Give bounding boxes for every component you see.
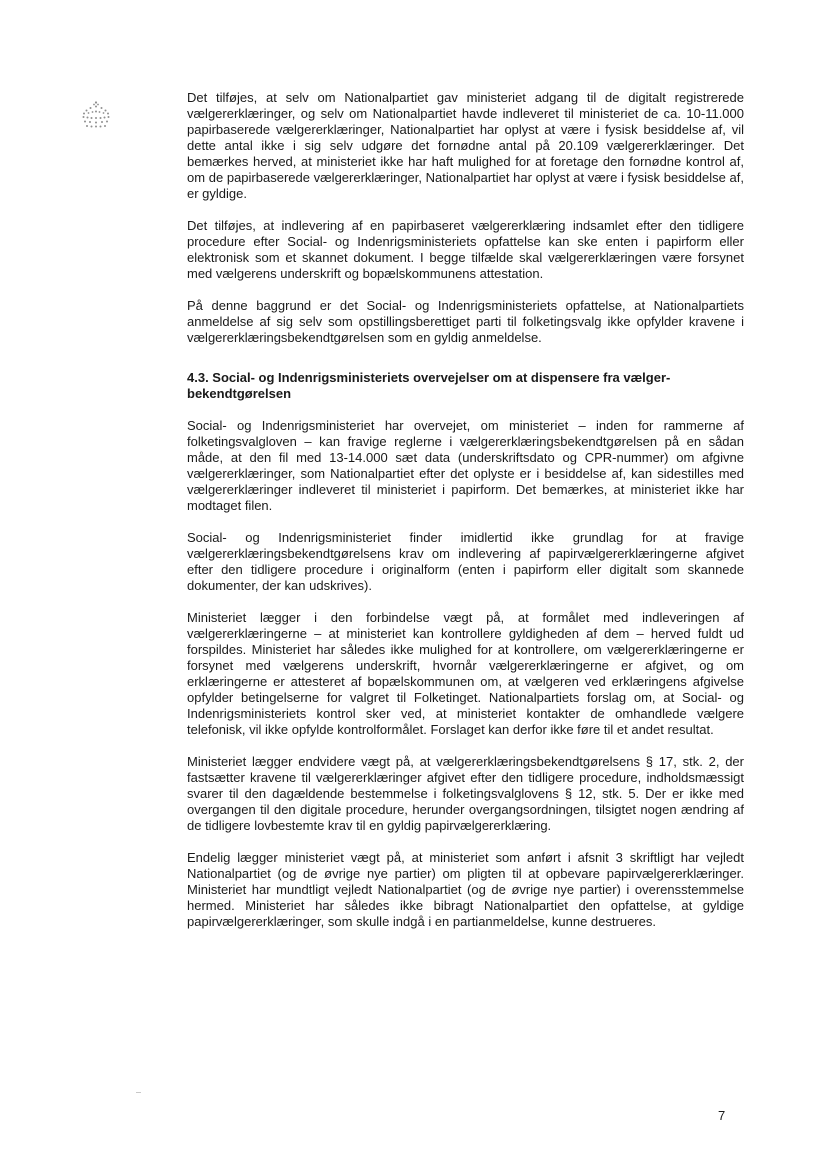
paragraph: Social- og Indenrigsministeriet har overvejet, om ministeriet – inden for rammerne af folketingsvalgloven – kan fravige reglerne i vælgererklæringsbekendtgørelsen på en sådan måde, at den fil med 13-14.000 sæt data (underskriftsdato og CPR-nummer) om afgivne vælgererklæringer, som Nationalpartiet efter det oplyste er i besiddelse af, kan sidestilles med vælgererklæringer indleveret til ministeriet i papirform. Det bemærkes, at ministeriet ikke har modtaget filen. [187, 418, 744, 513]
paragraph: Ministeriet lægger i den forbindelse vægt på, at formålet med indleveringen af vælgererklæringerne – at ministeriet kan kontrollere gyldigheden af dem – herved fuldt ud forspildes. Ministeriet har således ikke mulighed for at kontrollere, om vælgererklæringerne er forsynet med vælgerens underskrift, hvornår vælgererklæringerne er afgivet, og om erklæringerne er attesteret af bopælskommunen om, at vælgeren ved erklæringens afgivelse opfylder betingelserne for valgret til Folketinget. Nationalpartiets forslag om, at Social- og Indenrigsministeriets kontrol sker ved, at ministeriet kontakter de omhandlede vælgere telefonisk, vil ikke opfylde kontrolformålet. Forslaget kan derfor ikke føre til et andet resultat. [187, 610, 744, 737]
section-heading: 4.3. Social- og Indenrigsministeriets overvejelser om at dispensere fra vælgerbekendtgørelsen [187, 370, 671, 401]
paragraph: Det tilføjes, at selv om Nationalpartiet gav ministeriet adgang til de digitalt registrerede vælgererklæringer, og selv om Nationalpartiet havde indleveret til ministeriet de ca. 10-11.000 papirbaserede vælgererklæringer, Nationalpartiet har oplyst at være i fysisk besiddelse af, vil dette antal ikke i sig selv udgøre det fornødne antal på 20.109 vælgererklæringer. Det bemærkes herved, at ministeriet ikke har haft mulighed for at foretage den fornødne kontrol af, om de papirbaserede vælgererklæringer, Nationalpartiet har oplyst at være i fysisk besiddelse af, er gyldige. [187, 90, 744, 201]
scan-artifact [136, 1092, 141, 1093]
royal-crown-logo-icon [78, 100, 114, 130]
paragraph: På denne baggrund er det Social- og Indenrigsministeriets opfattelse, at Nationalpartiets anmeldelse af sig selv som opstillingsberettiget parti til folketingsvalg ikke opfylder kravene i vælgererklæringsbekendtgørelsen som en gyldig anmeldelse. [187, 298, 744, 345]
paragraph: Endelig lægger ministeriet vægt på, at ministeriet som anført i afsnit 3 skriftligt har vejledt Nationalpartiet (og de øvrige nye partier) om pligten til at opbevare papirvælgererklæringer. Ministeriet har mundtligt vejledt Nationalpartiet (og de øvrige nye partier) i overensstemmelse hermed. Ministeriet har således ikke bibragt Nationalpartiet den opfattelse, at gyldige papirvælgererklæringer, som skulle indgå i en partianmeldelse, kunne destrueres. [187, 850, 744, 929]
page-number: 7 [718, 1108, 726, 1123]
document-body [187, 90, 744, 946]
paragraph: Social- og Indenrigsministeriet finder imidlertid ikke grundlag for at fravige vælgererklæringsbekendtgørelsens krav om indlevering af papirvælgererklæringerne afgivet efter den tidligere procedure i originalform (enten i papirform eller digitalt som skannede dokumenter, der kan udskrives). [187, 530, 744, 593]
paragraph: Det tilføjes, at indlevering af en papirbaseret vælgererklæring indsamlet efter den tidligere procedure efter Social- og Indenrigsministeriets opfattelse kan ske enten i papirform eller elektronisk som et skannet dokument. I begge tilfælde skal vælgererklæringen være forsynet med vælgerens underskrift og bopælskommunens attestation. [187, 218, 744, 281]
paragraph: Ministeriet lægger endvidere vægt på, at vælgererklæringsbekendtgørelsens § 17, stk. 2, der fastsætter kravene til vælgererklæringer afgivet efter den tidligere procedure, indholdsmæssigt svarer til den dagældende bestemmelse i folketingsvalglovens § 12, stk. 5. Der er ikke med overgangen til den digitale procedure, herunder overgangsordningen, tilsigtet nogen ændring af de tidligere lovbestemte krav til en gyldig papirvælgererklæring. [187, 754, 744, 833]
